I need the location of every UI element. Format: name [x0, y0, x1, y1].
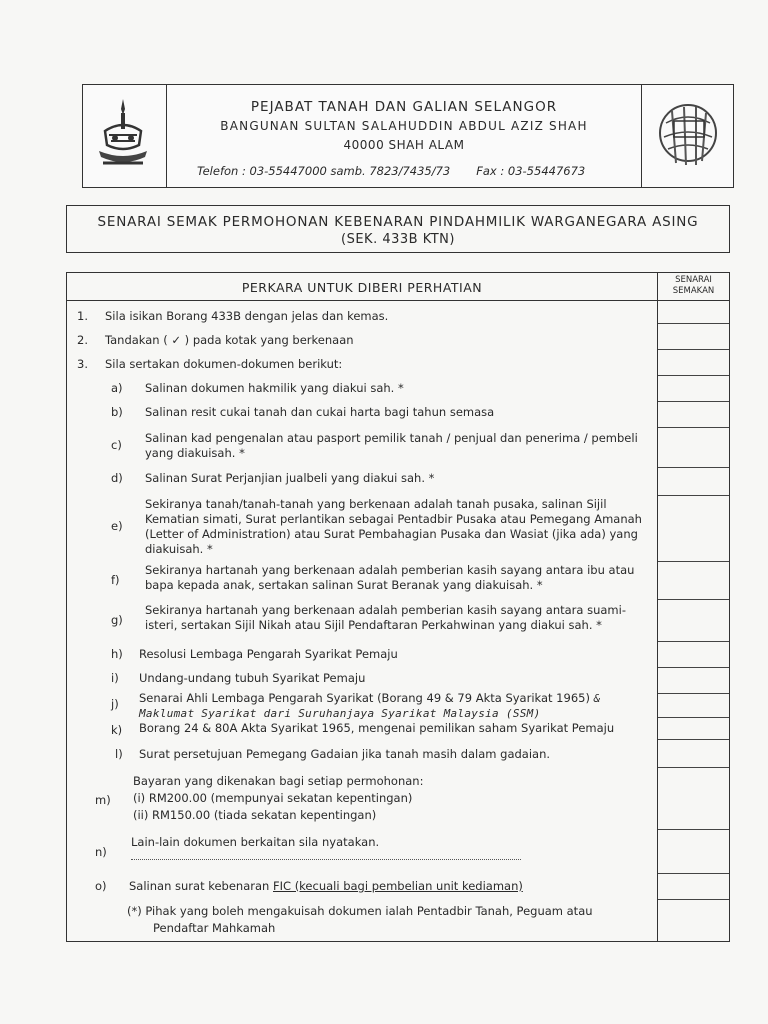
letterhead-text [167, 85, 641, 187]
building-address: BANGUNAN SULTAN SALAHUDDIN ABDUL AZIZ SHAH [220, 119, 588, 133]
item-text [145, 497, 665, 557]
checkbox-cell[interactable] [658, 349, 729, 350]
table-header-row [67, 273, 729, 301]
item-text: Resolusi Lembaga Pengarah Syarikat Pemaju [139, 647, 398, 661]
checkbox-cell[interactable] [658, 767, 729, 768]
checkbox-cell[interactable] [658, 401, 729, 402]
item-number: 2. [77, 333, 88, 347]
item-text: Surat persetujuan Pemegang Gadaian jika tanah masih dalam gadaian. [139, 747, 551, 761]
item-text [145, 431, 665, 461]
item-text: Salinan dokumen hakmilik yang diakui sah. * [145, 381, 404, 395]
item-line-print: Senarai Ahli Lembaga Pengarah Syarikat (Borang 49 & 79 Akta Syarikat 1965) [139, 691, 590, 705]
item-text [133, 773, 653, 824]
item-text: Sila sertakan dokumen-dokumen berikut: [105, 357, 343, 371]
item-letter: d) [111, 471, 123, 485]
item-underlined: FIC (kecuali bagi pembelian unit kediaman) [273, 879, 523, 893]
footnote-line: Pendaftar Mahkamah [153, 921, 276, 935]
fill-in-line[interactable] [131, 859, 521, 860]
item-letter: g) [111, 613, 123, 627]
item-letter: a) [111, 381, 123, 395]
checkbox-cell[interactable] [658, 667, 729, 668]
item-number: 1. [77, 309, 88, 323]
land-office-emblem-icon [652, 93, 724, 181]
item-text: Lain-lain dokumen berkaitan sila nyatakan. [131, 835, 380, 849]
letterhead [82, 84, 734, 188]
item-line: Kematian simati, Surat perlantikan sebagai Pentadbir Pusaka atau Pemegang Amanah [145, 512, 642, 526]
item-text [145, 563, 665, 593]
footnote [127, 903, 647, 937]
item-line [139, 691, 699, 706]
item-line: isteri, sertakan Sijil Nikah atau Sijil Pendaftaran Perkahwinan yang diakui sah. * [145, 618, 602, 632]
checklist-table [66, 272, 730, 942]
checkbox-cell[interactable] [658, 467, 729, 468]
checkbox-cell[interactable] [658, 495, 729, 496]
item-text [139, 691, 699, 721]
fax-number: Fax : 03-55447673 [476, 164, 586, 178]
item-letter: c) [111, 438, 122, 452]
checkbox-cell[interactable] [658, 829, 729, 830]
letterhead-left-cell [83, 85, 167, 187]
item-text: Tandakan ( ✓ ) pada kotak yang berkenaan [105, 333, 354, 347]
item-text: Sila isikan Borang 433B dengan jelas dan kemas. [105, 309, 389, 323]
item-text: Undang-undang tubuh Syarikat Pemaju [139, 671, 366, 685]
contact-line [197, 164, 585, 178]
checkbox-cell[interactable] [658, 641, 729, 642]
checklist-heading [657, 273, 729, 300]
checklist-heading-1: SENARAI [675, 275, 712, 285]
checkbox-cell[interactable] [658, 599, 729, 600]
checkbox-cell[interactable] [658, 323, 729, 324]
item-letter: o) [95, 879, 107, 893]
item-letter: f) [111, 573, 120, 587]
item-letter: e) [111, 519, 123, 533]
item-line: (Letter of Administration) atau Surat Pembahagian Pusaka dan Wasiat (jika ada) yang [145, 527, 638, 541]
item-text [129, 879, 523, 894]
item-line: diakuisah. * [145, 542, 213, 556]
item-letter: h) [111, 647, 123, 661]
form-title-box [66, 205, 730, 253]
checklist-heading-2: SEMAKAN [672, 286, 715, 296]
letterhead-right-cell [641, 85, 733, 187]
item-line: Sekiranya hartanah yang berkenaan adalah pemberian kasih sayang antara ibu atau [145, 563, 635, 577]
item-line: bapa kepada anak, sertakan salinan Surat Beranak yang diakuisah. * [145, 578, 543, 592]
item-line: (i) RM200.00 (mempunyai sekatan kepentingan) [133, 791, 413, 805]
checkbox-cell[interactable] [658, 561, 729, 562]
item-text: Salinan resit cukai tanah dan cukai harta bagi tahun semasa [145, 405, 495, 419]
item-line: Salinan kad pengenalan atau pasport pemilik tanah / penjual dan penerima / pembeli [145, 431, 638, 445]
item-line: Sekiranya tanah/tanah-tanah yang berkenaan adalah tanah pusaka, salinan Sijil [145, 497, 607, 511]
item-letter: j) [111, 697, 119, 711]
footnote-line: (*) Pihak yang boleh mengakuisah dokumen ialah Pentadbir Tanah, Peguam atau [127, 904, 593, 918]
checkbox-column [657, 299, 729, 941]
item-letter: i) [111, 671, 119, 685]
postcode-city: 40000 SHAH ALAM [343, 138, 465, 152]
checkbox-cell[interactable] [658, 873, 729, 874]
form-title: SENARAI SEMAK PERMOHONAN KEBENARAN PINDAHMILIK WARGANEGARA ASING [97, 214, 699, 230]
table-heading: PERKARA UNTUK DIBERI PERHATIAN [241, 280, 483, 295]
item-letter: k) [111, 723, 123, 737]
item-line: Salinan surat kebenaran [129, 879, 273, 893]
item-text: Borang 24 & 80A Akta Syarikat 1965, mengenai pemilikan saham Syarikat Pemaju [139, 721, 615, 735]
handwritten-note: Maklumat Syarikat dari Suruhanjaya Syarikat Malaysia (SSM) [139, 707, 541, 720]
telephone-number: Telefon : 03-55447000 samb. 7823/7435/73 [197, 164, 451, 178]
item-line: (ii) RM150.00 (tiada sekatan kepentingan) [133, 808, 377, 822]
item-number: 3. [77, 357, 88, 371]
item-letter: n) [95, 845, 107, 859]
organisation-name: PEJABAT TANAH DAN GALIAN SELANGOR [250, 99, 558, 115]
checkbox-cell[interactable] [658, 739, 729, 740]
handwritten-ampersand: & [593, 692, 601, 705]
checkbox-cell[interactable] [658, 899, 729, 900]
item-line: Sekiranya hartanah yang berkenaan adalah pemberian kasih sayang antara suami- [145, 603, 626, 617]
item-letter: m) [95, 793, 111, 807]
checkbox-cell[interactable] [658, 375, 729, 376]
item-line: Bayaran yang dikenakan bagi setiap permohonan: [133, 774, 424, 788]
item-letter: l) [115, 747, 123, 761]
checkbox-cell[interactable] [658, 427, 729, 428]
form-section-ref: (SEK. 433B KTN) [341, 232, 455, 247]
item-line: yang diakuisah. * [145, 446, 245, 460]
item-letter: b) [111, 405, 123, 419]
item-text [145, 603, 665, 633]
selangor-crest-icon [91, 95, 155, 179]
item-text: Salinan Surat Perjanjian jualbeli yang diakui sah. * [145, 471, 435, 485]
